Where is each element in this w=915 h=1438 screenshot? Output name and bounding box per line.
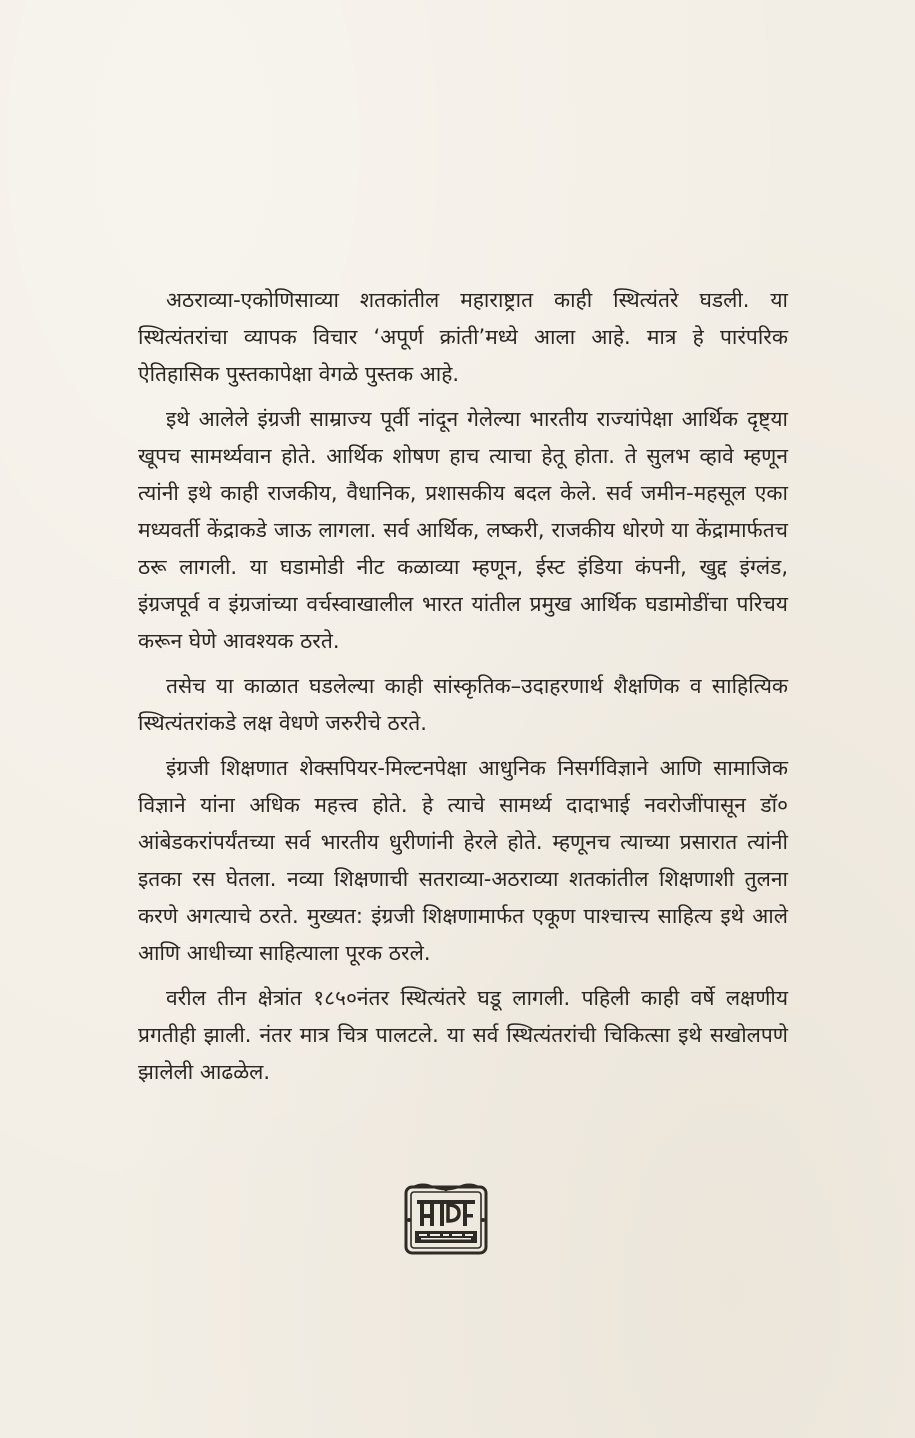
paragraph-3: तसेच या काळात घडलेल्या काही सांस्कृतिक–उदाहरणार्थ शैक्षणिक व साहित्यिक स्थित्यंतरांकडे लक्ष वेधणे जरुरीचे ठरते.: [138, 674, 788, 735]
paragraph-1: अठराव्या-एकोणिसाव्या शतकांतील महाराष्ट्रात काही स्थित्यंतरे घडली. या स्थित्यंतरांचा व्यापक विचार ‘अपूर्ण क्रांती’मध्ये आला आहे. मात्र हे पारंपरिक ऐतिहासिक पुस्तकापेक्षा वेगळे पुस्तक आहे.: [138, 288, 788, 386]
paragraph-5: वरील तीन क्षेत्रांत १८५०नंतर स्थित्यंतरे घडू लागली. पहिली काही वर्षे लक्षणीय प्रगतीही झाली. नंतर मात्र चित्र पालटले. या सर्व स्थित्यंतरांची चिकित्सा इथे सखोलपणे झालेली आढळेल.: [138, 986, 788, 1084]
blurb-text: [138, 282, 788, 1099]
publisher-emblem-icon: [403, 1183, 489, 1257]
paragraph-4: इंग्रजी शिक्षणात शेक्सपियर-मिल्टनपेक्षा आधुनिक निसर्गविज्ञाने आणि सामाजिक विज्ञाने यांना अधिक महत्त्व होते. हे त्याचे सामर्थ्य दादाभाई नवरोजींपासून डॉ० आंबेडकरांपर्यंतच्या सर्व भारतीय धुरीणांनी हेरले होते. म्हणूनच त्याच्या प्रसारात त्यांनी इतका रस घेतला. नव्या शिक्षणाची सतराव्या-अठराव्या शतकांतील शिक्षणाशी तुलना करणे अगत्याचे ठरते. मुख्यत: इंग्रजी शिक्षणामार्फत एकूण पाश्चात्त्य साहित्य इथे आले आणि आधीच्या साहित्याला पूरक ठरले.: [138, 756, 788, 965]
paragraph-2: इथे आलेले इंग्रजी साम्राज्य पूर्वी नांदून गेलेल्या भारतीय राज्यांपेक्षा आर्थिक दृष्ट्या खूपच सामर्थ्यवान होते. आर्थिक शोषण हाच त्याचा हेतू होता. ते सुलभ व्हावे म्हणून त्यांनी इथे काही राजकीय, वैधानिक, प्रशासकीय बदल केले. सर्व जमीन-महसूल एका मध्यवर्ती केंद्राकडे जाऊ लागला. सर्व आर्थिक, लष्करी, राजकीय धोरणे या केंद्रामार्फतच ठरू लागली. या घडामोडी नीट कळाव्या म्हणून, ईस्ट इंडिया कंपनी, खुद्द इंग्लंड, इंग्रजपूर्व व इंग्रजांच्या वर्चस्वाखालील भारत यांतील प्रमुख आर्थिक घडामोडींचा परिचय करून घेणे आवश्यक ठरते.: [138, 407, 788, 653]
